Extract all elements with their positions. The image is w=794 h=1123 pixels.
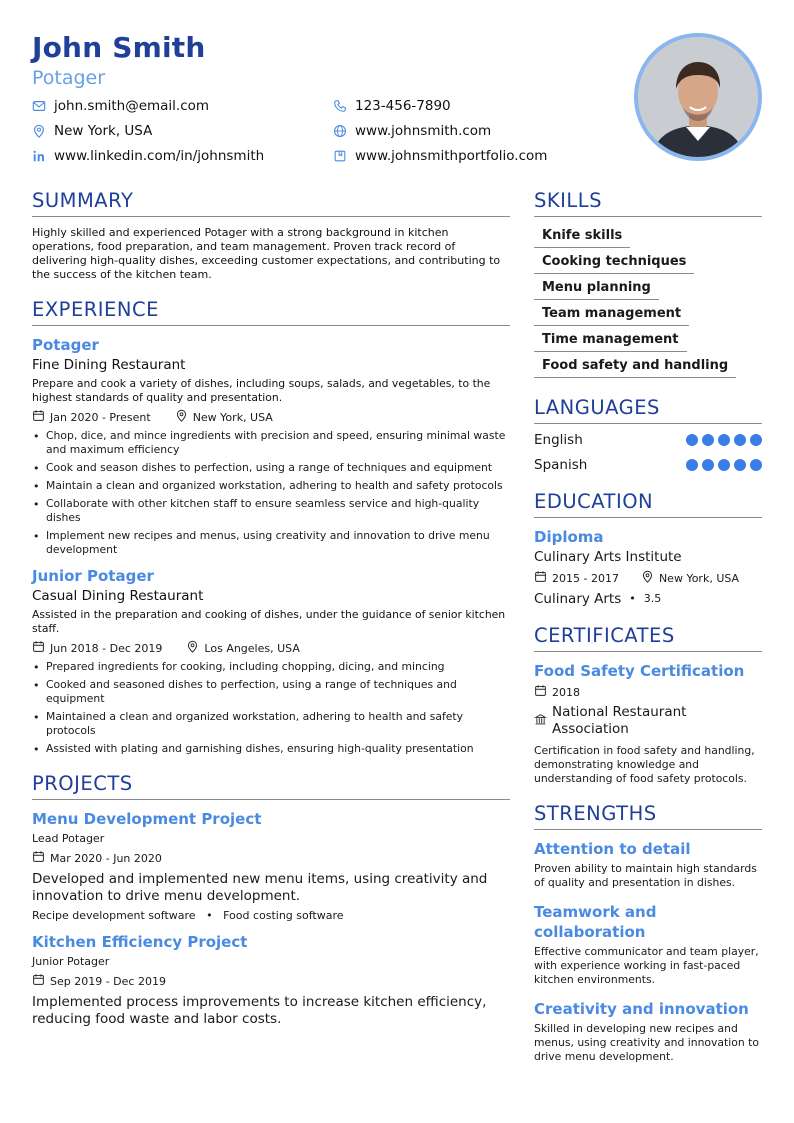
section-heading: STRENGTHS [534,802,762,830]
location-icon [186,640,204,658]
education-location: New York, USA [658,572,740,585]
project-entry [32,809,510,923]
skills-section [534,189,762,380]
contact-portfolio[interactable] [333,146,633,165]
location-icon [641,570,659,588]
language-row [534,431,762,449]
strength-description: Effective communicator and team player, with experience working in fast-paced kitchen environments. [534,945,759,986]
project-tags: Recipe development software • Food costing software [32,909,344,922]
language-name: Spanish [534,457,588,473]
project-dates: Sep 2019 - Dec 2019 [50,975,166,988]
contact-phone[interactable] [333,96,633,115]
section-heading: SUMMARY [32,189,510,217]
list-item: • Cooked and seasoned dishes to perfection, using a range of techniques and equipment [32,678,510,706]
summary-section [32,189,510,282]
contact-email[interactable] [32,96,333,115]
location-icon [175,409,193,427]
strength-title: Creativity and innovation [534,1000,749,1018]
certificates-section [534,624,762,786]
job-location: Los Angeles, USA [204,642,300,655]
job-title: Potager [32,336,99,354]
calendar-icon [32,640,50,658]
candidate-title: Potager [32,67,106,89]
job-entry [32,335,510,557]
section-heading: LANGUAGES [534,396,762,424]
skill-tag: Menu planning [534,279,659,300]
project-dates: Mar 2020 - Jun 2020 [50,852,162,865]
gpa: 3.5 [643,592,662,605]
summary-text: Highly skilled and experienced Potager with a strong background in kitchen operations, food preparation, and team management. Proven track record of delivering high-quality dishes, exceeding customer expectations, and contributing to the success of the kitchen team. [32,226,501,281]
location-text: New York, USA [54,122,153,139]
project-description: Implemented process improvements to increase kitchen efficiency, reducing food waste and labor costs. [32,994,487,1027]
contact-location [32,121,333,140]
project-role: Lead Potager [32,832,105,845]
list-item: • Implement new recipes and menus, using creativity and innovation to drive menu development [32,529,510,557]
level-dot [702,434,714,446]
strengths-section [534,802,762,1064]
level-dot [734,434,746,446]
project-meta [32,973,510,991]
level-dot [702,459,714,471]
calendar-icon [32,850,50,868]
location-icon [32,124,54,138]
portfolio-icon [333,149,355,163]
contact-website[interactable] [333,121,633,140]
certificate-year: 2018 [552,685,580,699]
certificate-description: Certification in food safety and handling, demonstrating knowledge and understanding of food safety protocols. [534,744,755,785]
section-heading: EDUCATION [534,490,762,518]
job-title: Junior Potager [32,567,154,585]
project-tag: Recipe development software [32,909,196,922]
job-location: New York, USA [192,411,273,424]
level-dot [686,459,698,471]
section-heading: CERTIFICATES [534,624,762,652]
calendar-icon [32,973,50,991]
section-heading: SKILLS [534,189,762,217]
education-field: Culinary Arts • 3.5 [534,591,662,607]
linkedin-icon [32,149,54,163]
education-dates: 2015 - 2017 [552,572,619,585]
list-item: • Maintained a clean and organized workstation, adhering to health and safety protocols [32,710,510,738]
list-item: • Cook and season dishes to perfection, using a range of techniques and equipment [32,461,510,475]
portfolio-text: www.johnsmithportfolio.com [355,147,548,164]
job-meta [32,640,510,658]
language-level [682,459,762,471]
right-column [534,189,762,1080]
skill-tag: Food safety and handling [534,357,736,378]
strength-title: Attention to detail [534,840,691,858]
strength-description: Skilled in developing new recipes and menus, using creativity and innovation to drive menu development. [534,1022,760,1063]
section-heading: EXPERIENCE [32,298,510,326]
list-item: • Assisted with plating and garnishing dishes, ensuring high-quality presentation [32,742,510,756]
level-dot [718,434,730,446]
list-item: • Collaborate with other kitchen staff to ensure seamless service and high-quality dishes [32,497,510,525]
candidate-name: John Smith [32,31,206,64]
calendar-icon [32,409,50,427]
globe-icon [333,124,355,138]
strength-description: Proven ability to maintain high standards of quality and presentation in dishes. [534,862,757,889]
certificate-issuer [534,704,762,738]
education-section [534,490,762,608]
project-tag: Food costing software [223,909,344,922]
level-dot [718,459,730,471]
project-title: Menu Development Project [32,810,262,828]
projects-section [32,772,510,1028]
phone-icon [333,99,355,113]
certificate-title: Food Safety Certification [534,662,745,680]
left-column [32,189,510,1080]
skill-tag: Cooking techniques [534,253,694,274]
level-dot [734,459,746,471]
job-description: Assisted in the preparation and cooking of dishes, under the guidance of senior kitchen staff. [32,608,506,635]
skills-list [534,224,762,380]
project-role: Junior Potager [32,955,110,968]
job-entry [32,566,510,756]
email-icon [32,99,54,113]
list-item: • Maintain a clean and organized workstation, adhering to health and safety protocols [32,479,510,493]
strength-title: Teamwork and collaboration [534,903,657,941]
company-name: Casual Dining Restaurant [32,588,204,604]
certificate-date [534,684,762,700]
job-description: Prepare and cook a variety of dishes, including soups, salads, and vegetables, to the highest standards of quality and presentation. [32,377,491,404]
degree: Diploma [534,528,604,546]
institution-icon [534,704,552,731]
website-text: www.johnsmith.com [355,122,492,139]
list-item: • Prepared ingredients for cooking, including chopping, dicing, and mincing [32,660,510,674]
job-bullets [32,660,510,756]
calendar-icon [534,684,552,700]
skill-tag: Team management [534,305,689,326]
language-name: English [534,432,583,448]
project-entry [32,932,510,1028]
language-level [682,434,762,446]
project-meta [32,850,510,868]
job-dates: Jan 2020 - Present [50,411,151,424]
section-heading: PROJECTS [32,772,510,800]
level-dot [686,434,698,446]
company-name: Fine Dining Restaurant [32,357,186,373]
job-dates: Jun 2018 - Dec 2019 [50,642,163,655]
profile-photo [634,33,762,161]
list-item: • Chop, dice, and mince ingredients with precision and speed, ensuring minimal waste and maximum efficiency [32,429,510,457]
phone-text: 123-456-7890 [355,97,451,114]
resume-header [32,30,762,175]
institution: Culinary Arts Institute [534,549,682,565]
level-dot [750,459,762,471]
email-text: john.smith@email.com [54,97,210,114]
field-of-study: Culinary Arts [534,591,622,607]
project-title: Kitchen Efficiency Project [32,933,248,951]
calendar-icon [534,570,552,588]
level-dot [750,434,762,446]
project-description: Developed and implemented new menu items, using creativity and innovation to drive menu development. [32,871,488,904]
experience-section [32,298,510,756]
skill-tag: Time management [534,331,687,352]
linkedin-text: www.linkedin.com/in/johnsmith [54,147,265,164]
issuer-name: National Restaurant Association [552,704,687,737]
education-meta [534,570,762,588]
contact-linkedin[interactable] [32,146,333,165]
language-row [534,456,762,474]
job-bullets [32,429,510,557]
languages-section [534,396,762,474]
skill-tag: Knife skills [534,227,630,248]
job-meta [32,409,510,427]
